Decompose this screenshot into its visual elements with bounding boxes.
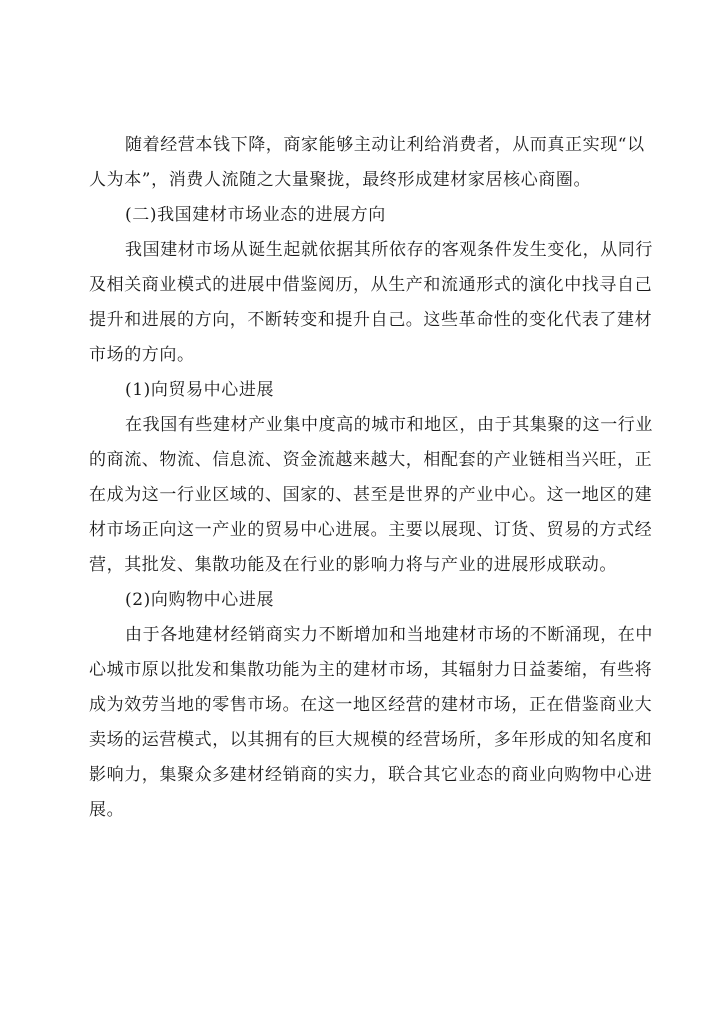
text-line: 在成为这一行业区域的、国家的、甚至是世界的产业中心。这一地区的建: [89, 485, 653, 505]
text-line: 营，其批发、集散功能及在行业的影响力将与产业的进展形成联动。: [89, 555, 617, 575]
text-line: 影响力，集聚众多建材经销商的实力，联合其它业态的商业向购物中心进: [89, 765, 653, 785]
text-line: 提升和进展的方向，不断转变和提升自己。这些革命性的变化代表了建材: [89, 310, 653, 330]
text-line: 成为效劳当地的零售市场。在这一地区经营的建材市场，正在借鉴商业大: [89, 695, 653, 715]
text-line: 市场的方向。: [89, 345, 195, 365]
text-line: 的商流、物流、信息流、资金流越来越大，相配套的产业链相当兴旺，正: [89, 450, 653, 470]
subsection-heading: (2)向购物中心进展: [125, 590, 275, 610]
text-line: 随着经营本钱下降，商家能够主动让利给消费者，从而真正实现“以: [125, 135, 645, 155]
text-line: 展。: [89, 800, 125, 820]
text-line: 卖场的运营模式，以其拥有的巨大规模的经营场所，多年形成的知名度和: [89, 730, 653, 750]
text-line: 由于各地建材经销商实力不断增加和当地建材市场的不断涌现，在中: [125, 625, 653, 645]
section-heading: (二)我国建材市场业态的进展方向: [125, 205, 386, 225]
text-line: 及相关商业模式的进展中借鉴阅历，从生产和流通形式的演化中找寻自己: [89, 275, 653, 295]
text-line: 心城市原以批发和集散功能为主的建材市场，其辐射力日益萎缩，有些将: [89, 660, 653, 680]
document-body: [89, 128, 653, 828]
text-line: 我国建材市场从诞生起就依据其所依存的客观条件发生变化，从同行: [125, 240, 653, 260]
text-line: 材市场正向这一产业的贸易中心进展。主要以展现、订货、贸易的方式经: [89, 520, 653, 540]
text-line: 人为本”，消费人流随之大量聚拢，最终形成建材家居核心商圈。: [89, 170, 592, 190]
subsection-heading: (1)向贸易中心进展: [125, 380, 275, 400]
text-line: 在我国有些建材产业集中度高的城市和地区，由于其集聚的这一行业: [125, 415, 653, 435]
